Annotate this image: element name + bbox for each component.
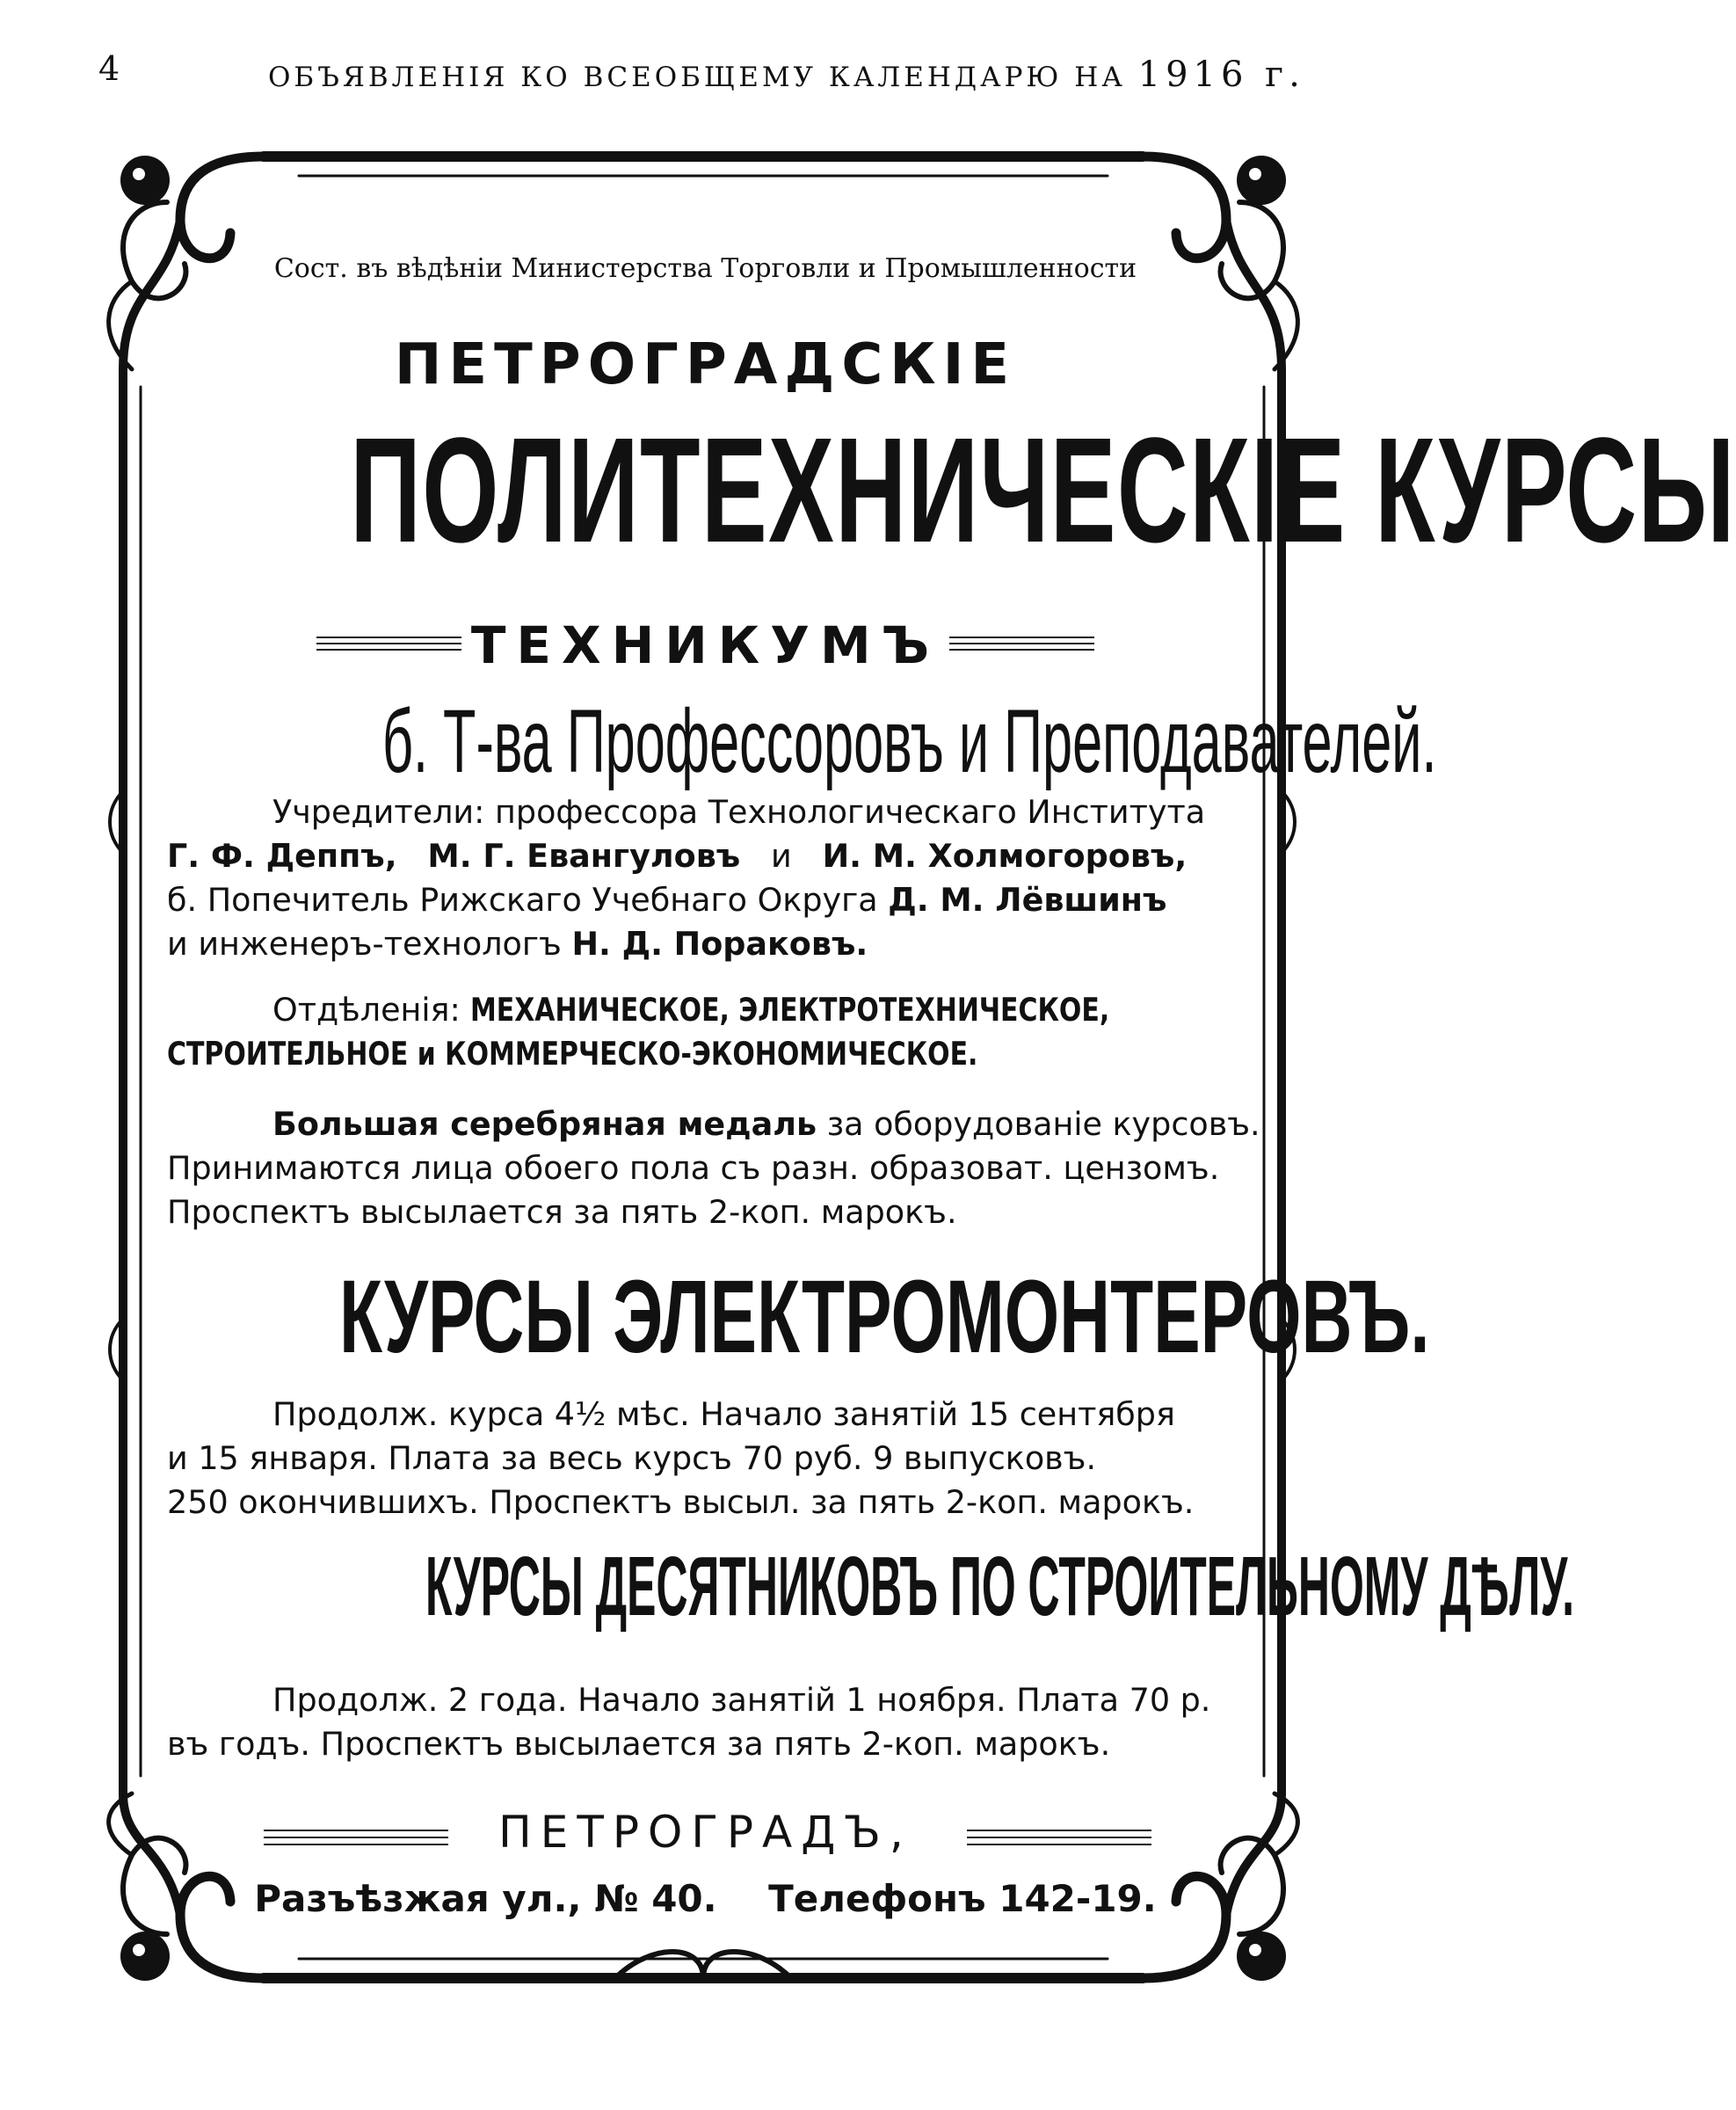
title-line-1: ПЕТРОГРАДСКІЕ [394, 332, 1017, 397]
founders-line-4 [167, 923, 1244, 965]
foremen-line-1: Продолж. 2 года. Начало занятій 1 ноября. Плата 70 р. [272, 1681, 1211, 1719]
prospectus-line: Проспектъ высылается за пять 2-коп. марокъ. [167, 1193, 957, 1231]
street-address: Разъѣзжая ул., № 40. [254, 1877, 717, 1920]
page-number: 4 [98, 49, 120, 88]
address-line [167, 1877, 1244, 1920]
technikum-row [167, 615, 1244, 677]
admission-line: Принимаются лица обоего пола съ разн. образоват. цензомъ. [167, 1149, 1220, 1187]
founders-line-3 [167, 879, 1244, 921]
founders-line-1: Учредители: профессора Технологическаго Института [272, 793, 1206, 831]
founder-kholmogorov: И. М. Холмогоровъ, [822, 837, 1188, 875]
department-construction: СТРОИТЕЛЬНОЕ [167, 1035, 409, 1073]
city-name: ПЕТРОГРАДЪ, [498, 1807, 912, 1858]
award-line [167, 1103, 1260, 1146]
founder-evangulov: М. Г. Евангуловъ [427, 837, 741, 875]
department-commerce: КОММЕРЧЕСКО-ЭКОНОМИЧЕСКОЕ. [445, 1035, 978, 1073]
silver-medal: Большая серебряная медаль [272, 1105, 817, 1143]
founder-depp: Г. Ф. Деппъ, [167, 837, 397, 875]
technikum-title: ТЕХНИКУМЪ [470, 615, 941, 675]
electricians-line-3: 250 окончившихъ. Проспектъ высыл. за пять 2-коп. марокъ. [167, 1483, 1195, 1521]
departments-conjunction: и [417, 1035, 436, 1073]
founder-levshin: Д. М. Лёвшинъ [888, 881, 1167, 919]
electricians-line-2: и 15 января. Плата за весь курсъ 70 руб. 9 выпусковъ. [167, 1439, 1097, 1477]
city-divider-right [967, 1830, 1151, 1849]
founders-line-2 [167, 835, 1244, 877]
departments-list-1: МЕХАНИЧЕСКОЕ, ЭЛЕКТРОТЕХНИЧЕСКОЕ, [470, 991, 1110, 1029]
founders-line-4-text: и инженеръ-технологъ [167, 925, 562, 963]
foremen-line-2: въ годъ. Проспектъ высылается за пять 2-коп. марокъ. [167, 1725, 1111, 1763]
founders-conjunction: и [771, 837, 792, 875]
title-line-2: ПОЛИТЕХНИЧЕСКІЕ КУРСЫ [350, 407, 1736, 574]
divider-right [949, 637, 1094, 656]
advertisement [167, 246, 1736, 1943]
running-title-year: 1916 г. [1137, 55, 1305, 95]
electricians-line-1: Продолж. курса 4½ мѣс. Начало занятій 15 сентября [272, 1395, 1175, 1433]
society-name: б. Т-ва Профессоровъ и Преподавателей. [382, 691, 1437, 791]
telephone: Телефонъ 142-19. [768, 1877, 1157, 1920]
departments-label: Отдѣленія: [272, 991, 461, 1029]
foremen-heading: КУРСЫ ДЕСЯТНИКОВЪ ПО СТРОИТЕЛЬНОМУ ДѢЛУ. [425, 1539, 1574, 1633]
award-rest: за оборудованіе курсовъ. [826, 1105, 1260, 1143]
electricians-heading: КУРСЫ ЭЛЕКТРОМОНТЕРОВЪ. [339, 1259, 1430, 1375]
founders-line-3-text: б. Попечитель Рижскаго Учебнаго Округа [167, 881, 878, 919]
departments-line-1 [167, 989, 1244, 1031]
running-title-text: ОБЪЯВЛЕНІЯ КО ВСЕОБЩЕМУ КАЛЕНДАРЮ НА [268, 62, 1126, 93]
founder-porakov: Н. Д. Пораковъ. [571, 925, 868, 963]
city-row [167, 1807, 1244, 1868]
departments-list-2 [167, 1033, 977, 1075]
ministry-supervision: Сост. въ вѣдѣніи Министерства Торговли и Промышленности [273, 253, 1137, 284]
departments-line-2 [167, 1033, 1244, 1075]
